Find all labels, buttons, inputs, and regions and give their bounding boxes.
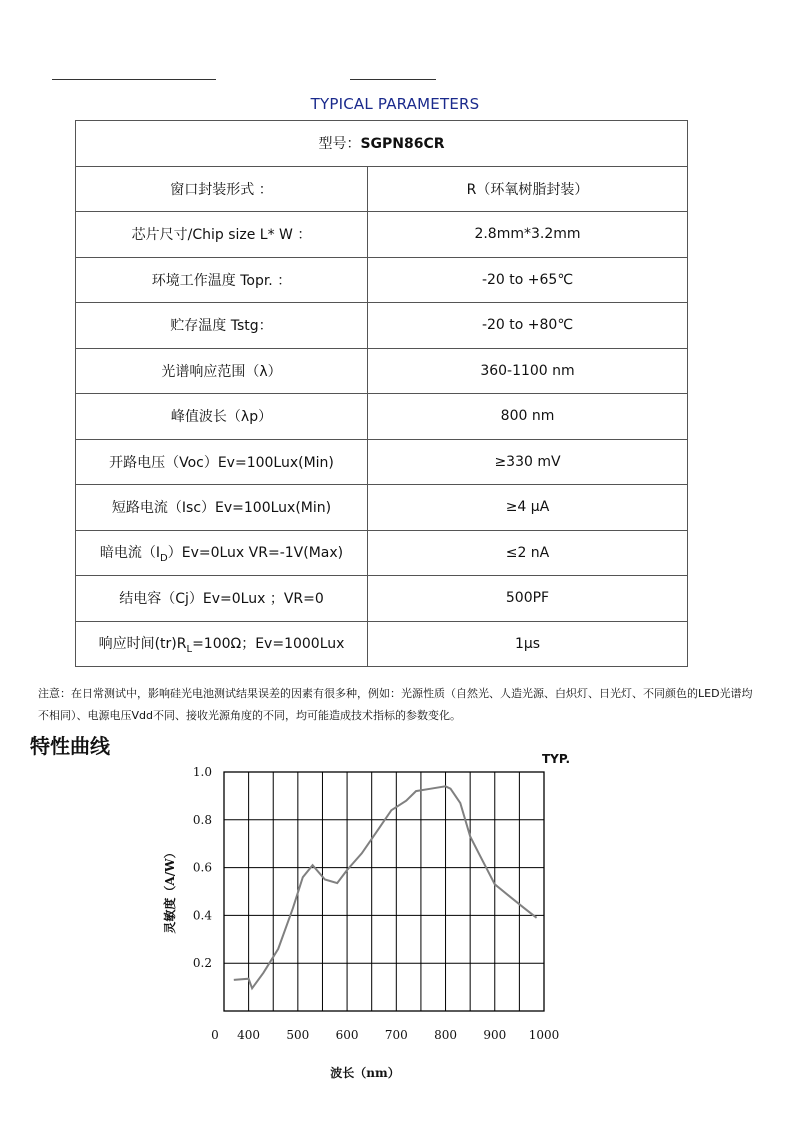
test-note: 注意：在日常测试中，影响硅光电池测试结果误差的因素有很多种，例如：光源性质（自然光、人造光源、白炽灯、日光灯、不同颜色的LED光谱均不相同）、电源电压Vdd不同、接收光源角度的不同，均可能造成技术指标的参数变化。	[38, 687, 753, 722]
parameter-name: 光谱响应范围（λ）	[76, 348, 368, 394]
response-chart	[150, 750, 590, 1090]
spectral-response-line	[234, 786, 537, 988]
parameter-row	[76, 576, 688, 622]
parameter-row	[76, 212, 688, 258]
parameter-value: -20 to +80℃	[368, 303, 688, 349]
model-row	[76, 121, 688, 167]
parameter-name: 峰值波长（λp）	[76, 394, 368, 440]
parameter-row	[76, 303, 688, 349]
parameter-name: 贮存温度 Tstg：	[76, 303, 368, 349]
parameter-row	[76, 530, 688, 576]
y-tick-label: 0.4	[192, 908, 212, 923]
parameter-value: 500PF	[368, 576, 688, 622]
x-tick-label: 800	[434, 1028, 457, 1042]
parameter-name: 短路电流（Isc）Ev=100Lux(Min)	[76, 485, 368, 531]
x-tick-label: 700	[384, 1028, 408, 1042]
parameter-name: 结电容（Cj）Ev=0Lux ；VR=0	[76, 576, 368, 622]
chart-grid	[224, 772, 544, 1011]
model-label: 型号：	[318, 136, 361, 153]
y-tick-label: 0.6	[192, 860, 212, 875]
parameter-value: ≥330 mV	[368, 439, 688, 485]
parameter-name: 暗电流$(I_D)Ev=0Lux$ VR=-1V(Max)	[76, 530, 368, 576]
parameter-row	[76, 348, 688, 394]
parameter-row	[76, 166, 688, 212]
parameter-name: 窗口封装形式 ：	[76, 166, 368, 212]
header-rule-left	[52, 79, 216, 80]
parameter-row	[76, 394, 688, 440]
x-tick-label: 500	[286, 1028, 310, 1042]
parameter-row	[76, 257, 688, 303]
section-title: 特性曲线	[30, 734, 110, 758]
y-axis-label: 灵敏度（A/W）	[163, 846, 177, 934]
parameter-name: 开路电压（Voc）Ev=100Lux(Min)	[76, 439, 368, 485]
parameter-value: 800 nm	[368, 394, 688, 440]
parameter-row	[76, 485, 688, 531]
page-title: TYPICAL PARAMETERS	[310, 95, 480, 113]
chart-title: TYP.	[542, 752, 571, 766]
parameter-value: ≤2 nA	[368, 530, 688, 576]
header-rule-right	[350, 79, 436, 80]
parameter-name: 响应时间$(tr)R_L=100\Omega$；Ev=1000Lux	[76, 621, 368, 667]
plot-frame	[224, 772, 544, 1011]
parameter-value: 1μs	[368, 621, 688, 667]
x-tick-label: 900	[483, 1028, 507, 1042]
parameter-value: R（环氧树脂封装）	[368, 166, 688, 212]
parameter-value: ≥4 μA	[368, 485, 688, 531]
model-value: SGPN86CR	[360, 136, 445, 153]
y-tick-label: 1.0	[192, 765, 212, 779]
parameter-row	[76, 439, 688, 485]
parameter-value: 360-1100 nm	[368, 348, 688, 394]
y-tick-label: 0.8	[192, 812, 212, 827]
parameters-table	[75, 120, 688, 667]
parameter-value: -20 to +65℃	[368, 257, 688, 303]
x-tick-label: 400	[237, 1028, 261, 1042]
x-axis-label: 波长（nm）	[330, 1066, 400, 1080]
parameter-value: 2.8mm*3.2mm	[368, 212, 688, 258]
x-tick-label: 600	[335, 1028, 359, 1042]
parameter-row	[76, 621, 688, 667]
parameter-name: 芯片尺寸/Chip size L* W ：	[76, 212, 368, 258]
parameter-name: 环境工作温度 Topr. ：	[76, 257, 368, 303]
x-tick-label: 1000	[528, 1028, 560, 1042]
model-cell	[76, 121, 688, 167]
x-tick-label: 0	[211, 1028, 219, 1042]
y-tick-label: 0.2	[192, 956, 212, 971]
